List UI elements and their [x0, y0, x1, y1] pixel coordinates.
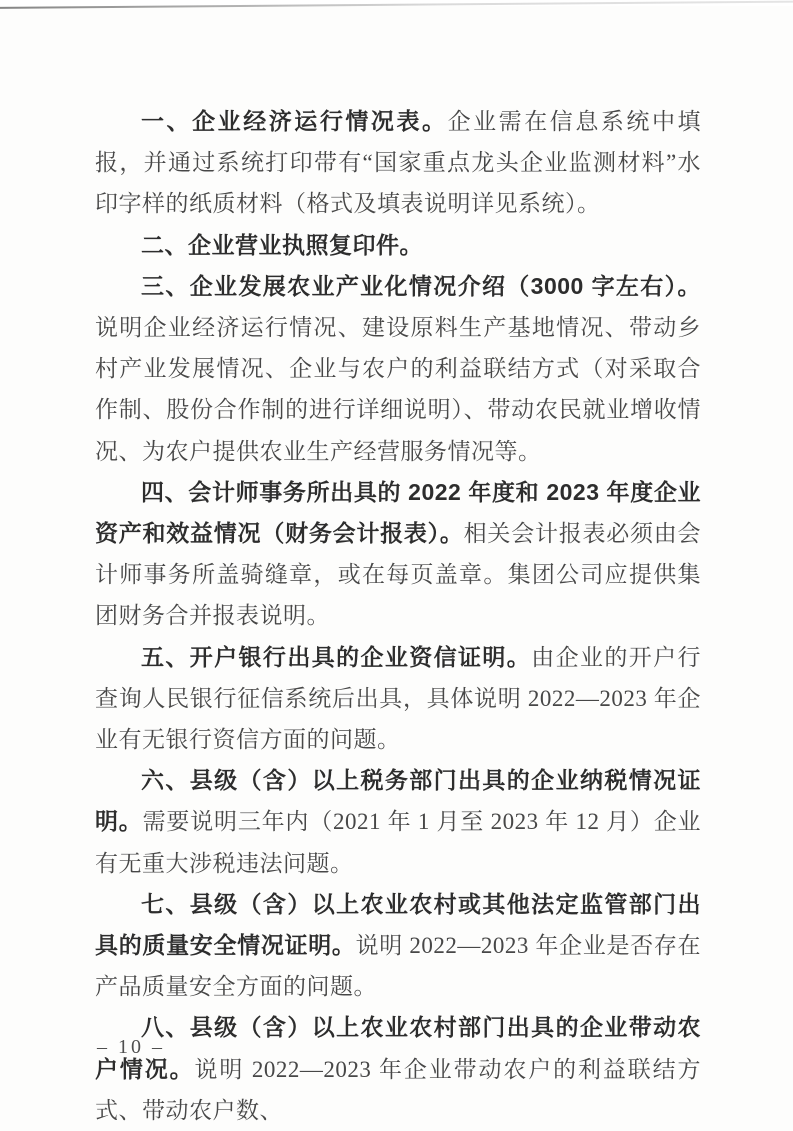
- paragraph-lead: 七、县级（含）以上农业农村或其他法定监管部门出具的质量安全情况证明。: [95, 890, 701, 959]
- paragraph-6: [95, 760, 701, 884]
- paragraph-body: 由企业的开户行查询人民银行征信系统后出具，具体说明 2022—2023 年企业有无银行资信方面的问题。: [95, 644, 702, 753]
- paragraph-body: 说明企业经济运行情况、建设原料生产基地情况、带动乡村产业发展情况、企业与农户的利益联结方式（对采取合作制、股份合作制的进行详细说明）、带动农民就业增收情况、为农户提供农业生产经营服务情况等。: [95, 315, 701, 464]
- paragraph-lead: 二、企业营业执照复印件。: [141, 231, 423, 258]
- paragraph-3: [95, 266, 701, 472]
- paragraph-lead: 八、县级（含）以上农业农村部门出具的企业带动农户情况。: [95, 1014, 701, 1082]
- paragraph-body: 说明 2022—2023 年企业带动农户的利益联结方式、带动农户数、: [95, 1056, 701, 1123]
- paragraph-body: 需要说明三年内（2021 年 1 月至 2023 年 12 月）企业有无重大涉税违法问题。: [95, 809, 702, 876]
- paragraph-4: [95, 472, 701, 637]
- paragraph-body: 说明 2022—2023 年企业是否存在产品质量安全方面的问题。: [95, 933, 702, 1000]
- paragraph-lead: 六、县级（含）以上税务部门出具的企业纳税情况证明。: [95, 767, 701, 835]
- paragraph-lead: 五、开户银行出具的企业资信证明。: [141, 643, 532, 670]
- document-body: [95, 101, 701, 1131]
- paragraph-lead: 三、企业发展农业产业化情况介绍（3000 字左右）。: [141, 272, 701, 299]
- paragraph-body: 相关会计报表必须由会计师事务所盖骑缝章，或在每页盖章。集团公司应提供集团财务合并报表说明。: [95, 521, 702, 629]
- paragraph-body: 企业需在信息系统中填报，并通过系统打印带有“国家重点龙头企业监测材料”水印字样的纸质材料（格式及填表说明详见系统）。: [95, 109, 702, 217]
- paragraph-lead: 四、会计师事务所出具的 2022 年度和 2023 年度企业资产和效益情况（财务会计报表）。: [95, 478, 701, 547]
- paragraph-lead: 一、企业经济运行情况表。: [141, 108, 448, 134]
- paragraph-1: [95, 101, 701, 225]
- paragraph-5: [95, 637, 701, 761]
- paragraph-7: [95, 884, 701, 1008]
- paragraph-8: [95, 1007, 701, 1131]
- paragraph-2: [95, 225, 701, 266]
- page-number: – 10 –: [97, 1036, 165, 1058]
